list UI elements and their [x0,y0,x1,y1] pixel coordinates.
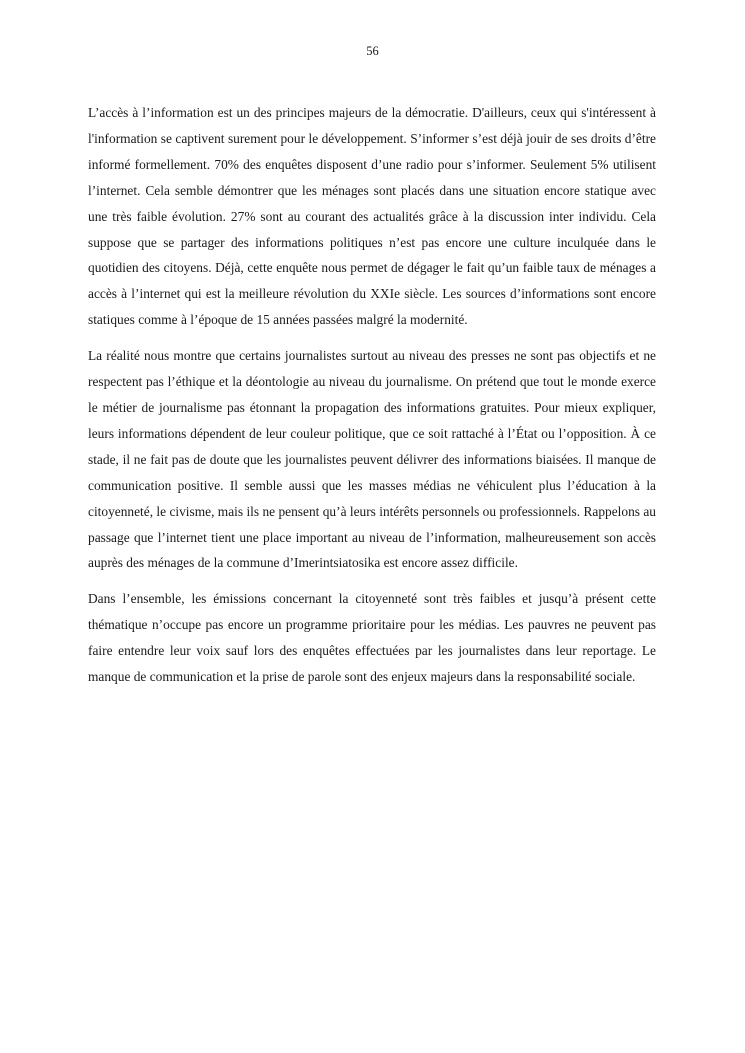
paragraph-access-to-information: L’accès à l’information est un des principes majeurs de la démocratie. D'ailleurs, ceux qui s'intéressent à l'information se captivent surement pour le développement. S’informer s’est déjà jouir de ses droits d’être informé formellement. 70% des enquêtes disposent d’une radio pour s’informer. Seulement 5% utilisent l’internet. Cela semble démontrer que les ménages sont placés dans une situation encore statique avec une très faible évolution. 27% sont au courant des actualités grâce à la discussion inter individu. Cela suppose que se partager des informations politiques n’est pas encore une culture inculquée dans le quotidien des citoyens. Déjà, cette enquête nous permet de dégager le fait qu’un faible taux de ménages a accès à l’internet qui est la meilleure révolution du XXIe siècle. Les sources d’informations sont encore statiques comme à l’époque de 15 années passées malgré la modernité. [88,105,656,328]
paragraph-citizenship-broadcasts: Dans l’ensemble, les émissions concernant la citoyenneté sont très faibles et jusqu’à présent cette thématique n’occupe pas encore un programme prioritaire pour les médias. Les pauvres ne peuvent pas faire entendre leur voix sauf lors des enquêtes effectuées par les journalistes dans leur reportage. Le manque de communication et la prise de parole sont des enjeux majeurs dans la responsabilité sociale. [88,591,656,685]
body-text [88,100,656,700]
paragraph-journalism-reality: La réalité nous montre que certains journalistes surtout au niveau des presses ne sont pas objectifs et ne respectent pas l’éthique et la déontologie au niveau du journalisme. On prétend que tout le monde exerce le métier de journalisme pas étonnant la propagation des informations gratuites. Pour mieux expliquer, leurs informations dépendent de leur couleur politique, que ce soit rattaché à l’État ou l’opposition. À ce stade, il ne fait pas de doute que les journalistes peuvent délivrer des informations biaisées. Il manque de communication positive. Il semble aussi que les masses médias ne véhiculent plus l’éducation à la citoyenneté, le civisme, mais ils ne pensent qu’à leurs intérêts personnels ou professionnels. Rappelons au passage que l’internet tient une place important au niveau de l’information, malheureusement son accès auprès des ménages de la commune d’Imerintsiatosika est encore assez difficile. [88,348,656,571]
page-number: 56 [366,44,379,58]
